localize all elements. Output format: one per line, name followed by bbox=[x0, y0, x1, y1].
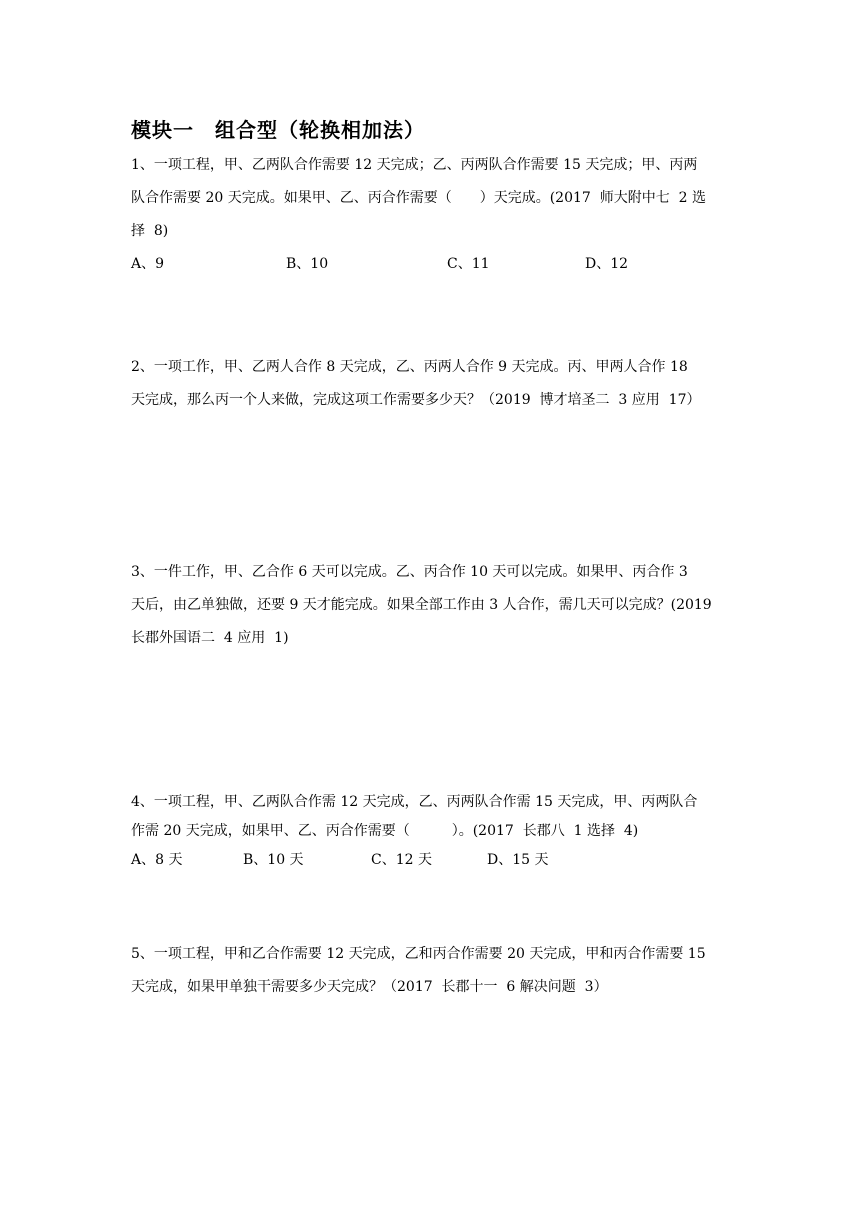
question-line: 1、一项工程，甲、乙两队合作需要 12 天完成；乙、丙两队合作需要 15 天完成；甲、丙两 bbox=[131, 157, 698, 173]
option-d: D、15 天 bbox=[487, 852, 549, 868]
question-2 bbox=[131, 351, 731, 417]
question-5 bbox=[131, 938, 731, 1004]
question-line: 天完成，那么丙一个人来做，完成这项工作需要多少天？（2019 博才培圣二 3 应用 17） bbox=[131, 392, 701, 408]
option-b: B、10 bbox=[286, 256, 329, 272]
option-a: A、8 天 bbox=[131, 852, 183, 868]
section-title: 模块一 组合型（轮换相加法） bbox=[131, 118, 425, 142]
question-line: 天完成，如果甲单独干需要多少天完成？（2017 长郡十一 6 解决问题 3） bbox=[131, 979, 608, 995]
answer-options bbox=[131, 846, 731, 875]
question-1 bbox=[131, 149, 731, 281]
question-line: 5、一项工程，甲和乙合作需要 12 天完成，乙和丙合作需要 20 天完成，甲和丙合作需要 15 bbox=[131, 946, 706, 962]
option-a: A、9 bbox=[131, 256, 165, 272]
option-d: D、12 bbox=[585, 256, 629, 272]
question-line: 作需 20 天完成，如果甲、乙、丙合作需要（ ）。(2017 长郡八 1 选择 4) bbox=[131, 823, 639, 839]
question-line: 天后，由乙单独做，还要 9 天才能完成。如果全部工作由 3 人合作，需几天可以完成？(2019 bbox=[131, 597, 712, 613]
question-line: 择 8) bbox=[131, 223, 169, 239]
question-line: 3、一件工作，甲、乙合作 6 天可以完成。乙、丙合作 10 天可以完成。如果甲、丙合作 3 bbox=[131, 564, 688, 580]
option-c: C、12 天 bbox=[371, 852, 432, 868]
question-line: 4、一项工程，甲、乙两队合作需 12 天完成，乙、丙两队合作需 15 天完成，甲、丙两队合 bbox=[131, 794, 698, 810]
question-line: 队合作需要 20 天完成。如果甲、乙、丙合作需要（ ）天完成。(2017 师大附中七 2 选 bbox=[131, 190, 706, 206]
option-c: C、11 bbox=[447, 256, 490, 272]
question-4 bbox=[131, 788, 731, 875]
option-b: B、10 天 bbox=[243, 852, 304, 868]
question-line: 2、一项工作，甲、乙两人合作 8 天完成，乙、丙两人合作 9 天完成。丙、甲两人合作 18 bbox=[131, 359, 688, 375]
answer-options bbox=[131, 248, 731, 281]
question-line: 长郡外国语二 4 应用 1) bbox=[131, 630, 289, 646]
question-3 bbox=[131, 556, 731, 655]
